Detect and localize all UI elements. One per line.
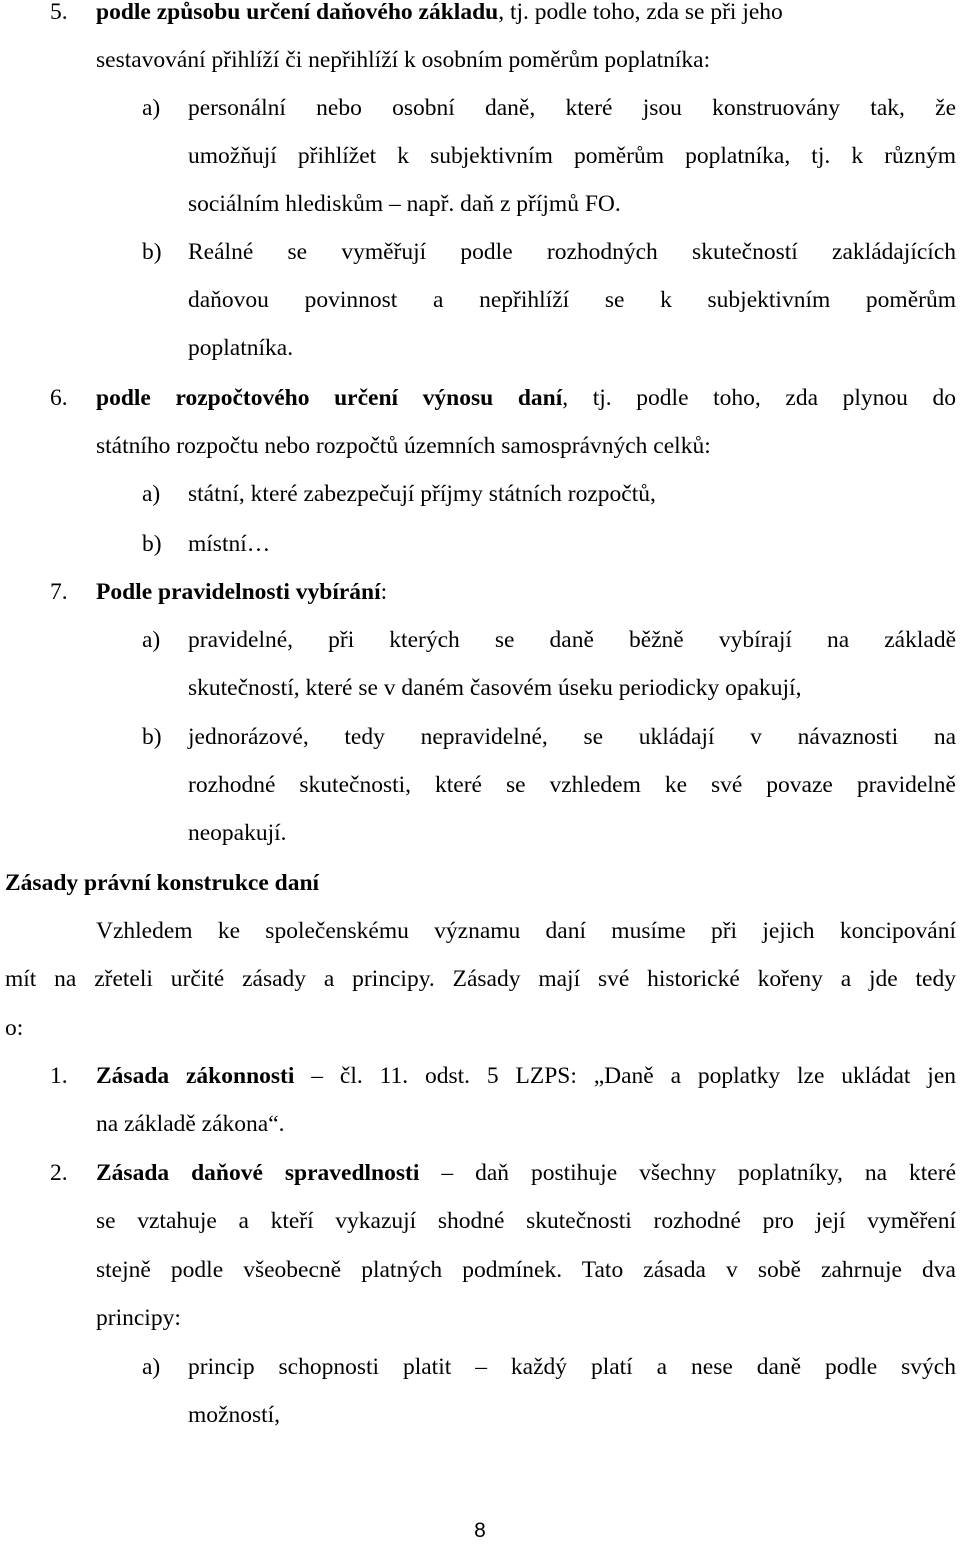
item-text: : [380,579,388,605]
list-item-text [96,1058,956,1094]
paragraph-text: Vzhledem ke společenskému významu daní musíme při jejich koncipování [96,918,956,944]
sub-list-text: princip schopnosti platit – každý platí a nese daně podle svých [188,1354,956,1380]
sub-list-text: sociálním hlediskům – např. daň z příjmů FO. [188,191,621,217]
sub-list-text: jednorázové, tedy nepravidelné, se ukládají v návaznosti na [188,724,956,750]
sub-list-marker: b) [142,724,162,750]
list-item-text: se vztahuje a kteří vykazují shodné skutečnosti rozhodné pro její vyměření [96,1208,956,1234]
sub-list-text: pravidelné, při kterých se daně běžně vybírají na základě [188,627,956,653]
sub-list-text: neopakují. [188,820,287,846]
list-item-text: principy: [96,1305,181,1331]
list-number: 6. [50,385,68,411]
bold-term: podle způsobu určení daňového základu [96,0,499,25]
sub-list-marker: a) [142,1354,161,1380]
sub-list-marker: b) [142,531,162,557]
list-item-text: na základě zákona“. [96,1111,285,1137]
sub-list-text: skutečností, které se v daném časovém úseku periodicky opakují, [188,675,802,701]
paragraph-text: státního rozpočtu nebo rozpočtů územních samosprávných celků: [96,433,711,459]
item-text: , tj. podle toho, zda plynou do [562,385,957,411]
sub-list-text: personální nebo osobní daně, které jsou konstruovány tak, že [188,95,956,121]
bold-term: Zásada daňové spravedlnosti [96,1160,420,1186]
list-number: 2. [50,1160,68,1186]
list-number: 7. [50,579,68,605]
list-number: 1. [50,1063,68,1089]
item-text: , tj. podle toho, zda se při jeho [498,0,783,25]
bold-term: Podle pravidelnosti vybírání [96,579,381,605]
sub-list-marker: a) [142,481,161,507]
item-text: – čl. 11. odst. 5 LZPS: „Daně a poplatky lze ukládat jen [294,1063,957,1089]
item-text: – daň postihuje všechny poplatníky, na které [419,1160,956,1186]
list-item-text [96,574,387,610]
list-item-text [96,0,783,30]
list-number: 5. [50,0,68,25]
sub-list-marker: b) [142,239,162,265]
sub-list-text: možností, [188,1402,281,1428]
sub-list-marker: a) [142,627,161,653]
sub-list-text: Reálné se vyměřují podle rozhodných skutečností zakládajících [188,239,956,265]
sub-list-text: daňovou povinnost a nepřihlíží se k subjektivním poměrům [188,287,956,313]
sub-list-text: umožňují přihlížet k subjektivním poměrům poplatníka, tj. k různým [188,143,956,169]
list-item-text [96,1155,956,1191]
sub-list-marker: a) [142,95,161,121]
sub-list-text: rozhodné skutečnosti, které se vzhledem ke své povaze pravidelně [188,772,956,798]
page-number: 8 [474,1519,486,1542]
bold-term: podle rozpočtového určení výnosu daní [96,385,563,411]
paragraph-text: mít na zřeteli určité zásady a principy. Zásady mají své historické kořeny a jde tedy [5,966,956,992]
sub-list-text: poplatníka. [188,335,294,361]
list-item-text [96,380,956,416]
paragraph-text: sestavování přihlíží či nepřihlíží k osobním poměrům poplatníka: [96,47,711,73]
heading-text: Zásady právní konstrukce daní [5,870,320,896]
list-item-text: stejně podle všeobecně platných podmínek. Tato zásada v sobě zahrnuje dva [96,1257,956,1283]
sub-list-text: státní, které zabezpečují příjmy státních rozpočtů, [188,481,656,507]
bold-term: Zásada zákonnosti [96,1063,295,1089]
paragraph-text: o: [5,1015,24,1041]
sub-list-text: místní… [188,531,271,557]
